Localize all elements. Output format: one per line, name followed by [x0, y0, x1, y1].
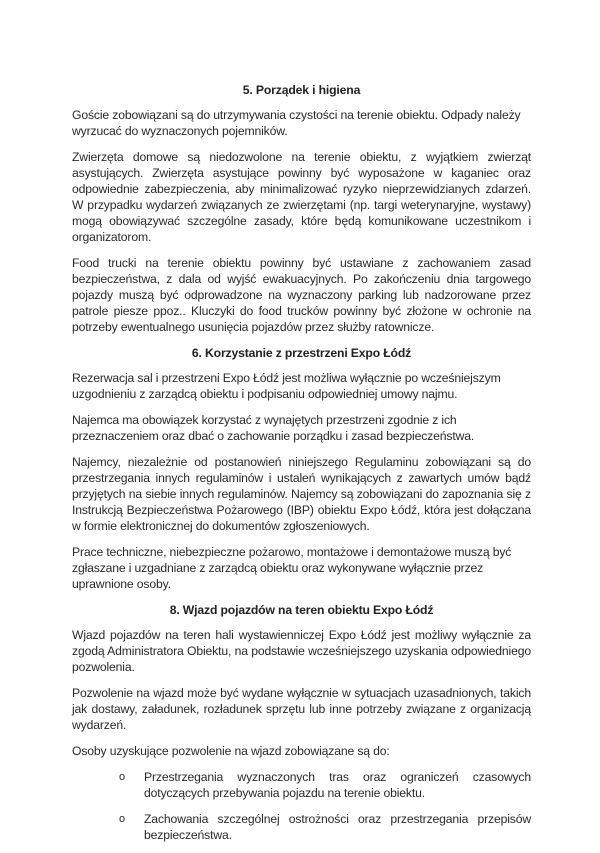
- hollow-bullet-icon: o: [119, 813, 125, 825]
- list-item: [119, 769, 531, 801]
- list-item: [119, 811, 531, 843]
- paragraph-permit-holders: Osoby uzyskujące pozwolenie na wjazd zobowiązane są do:: [72, 744, 390, 758]
- paragraph-entry-permit: Pozwolenie na wjazd może być wydane wyłącznie w sytuacjach uzasadnionych, takich jak dostawy, załadunek, rozładunek sprzętu lub inne potrzeby związane z organizacją wydarzeń.: [72, 686, 531, 732]
- list-item-text: Przestrzegania wyznaczonych tras oraz ograniczeń czasowych dotyczących przebywania pojazdu na terenie obiektu.: [144, 770, 531, 800]
- permit-obligations-list: [72, 769, 531, 843]
- paragraph-tenant-obligations: Najemca ma obowiązek korzystać z wynajętych przestrzeni zgodnie z ich przeznaczeniem oraz dbać o zachowanie porządku i zasad bezpieczeństwa.: [72, 413, 475, 443]
- section-heading-korzystanie-z-przestrzeni: 6. Korzystanie z przestrzeni Expo Łódź: [191, 346, 412, 360]
- paragraph-vehicle-entry: Wjazd pojazdów na teren hali wystawienniczej Expo Łódź jest możliwy wyłącznie za zgodą Administratora Obiektu, na podstawie wcześniejszego uzyskania odpowiedniego pozwolenia.: [72, 628, 531, 674]
- section-heading-wjazd-pojazdow: 8. Wjazd pojazdów na teren obiektu Expo Łódź: [169, 603, 434, 617]
- hollow-bullet-icon: o: [119, 771, 125, 783]
- list-item-text: Zachowania szczególnej ostrożności oraz przestrzegania przepisów bezpieczeństwa.: [144, 812, 531, 842]
- section-heading-porzadek-i-higiena: 5. Porządek i higiena: [242, 83, 361, 97]
- paragraph-room-reservation: Rezerwacja sal i przestrzeni Expo Łódź jest możliwa wyłącznie po wcześniejszym uzgodnieniu z zarządcą obiektu i podpisaniu odpowiedniej umowy najmu.: [72, 371, 501, 401]
- paragraph-tenant-regulations: Najemcy, niezależnie od postanowień niniejszego Regulaminu zobowiązani są do przestrzegania innych regulaminów i ustaleń wynikających z zawartych umów bądź przyjętych na siebie innych regulaminów. Najemcy są zobowiązani do zapoznania się z Instrukcją Bezpieczeństwa Pożarowego (IBP) obiektu Expo Łódź, która jest dołączana w formie elektronicznej do dokumentów zgłoszeniowych.: [72, 455, 531, 533]
- paragraph-technical-works: Prace techniczne, niebezpieczne pożarowo, montażowe i demontażowe muszą być zgłaszane i uzgadniane z zarządcą obiektu oraz wykonywane wyłącznie przez uprawnione osoby.: [72, 545, 512, 591]
- paragraph-food-trucks: Food trucki na terenie obiektu powinny być ustawiane z zachowaniem zasad bezpieczeństwa, z dala od wyjść ewakuacyjnych. Po zakończeniu dnia targowego pojazdy muszą być odprowadzone na wyznaczony parking lub nadzorowane przez patrole piesze ppoz.. Kluczyki do food trucków powinny być złożone w ochronie na potrzeby ewentualnego usunięcia pojazdów przez służby ratownicze.: [72, 256, 531, 334]
- document-page: [72, 82, 531, 853]
- paragraph-animals: Zwierzęta domowe są niedozwolone na terenie obiektu, z wyjątkiem zwierząt asystujących. Zwierzęta asystujące powinny być wyposażone w kaganiec oraz odpowiednie zabezpieczenia, aby minimalizować ryzyko nieprzewidzianych zdarzeń. W przypadku wydarzeń związanych ze zwierzętami (np. targi weterynaryjne, wystawy) mogą obowiązywać szczególne zasady, które będą komunikowane uczestnikom i organizatorom.: [72, 150, 531, 244]
- paragraph-cleanliness: Goście zobowiązani są do utrzymywania czystości na terenie obiektu. Odpady należy wyrzucać do wyznaczonych pojemników.: [72, 108, 521, 138]
